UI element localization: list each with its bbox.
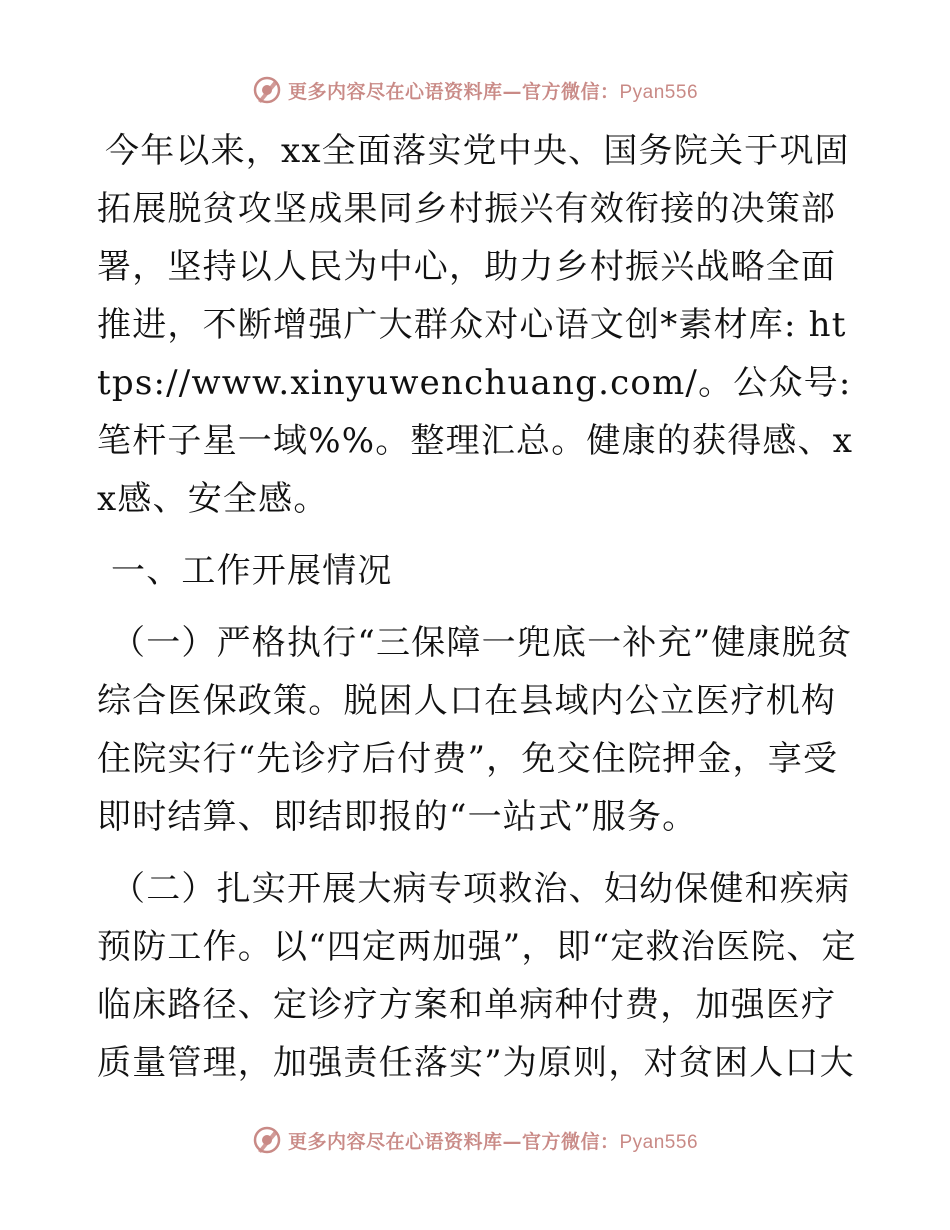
watermark-id: Pyan556 bbox=[619, 81, 699, 103]
watermark-text: 更多内容尽在心语资料库—官方微信：Pyan556 bbox=[287, 1130, 699, 1153]
watermark-group bbox=[252, 75, 698, 105]
watermark-group bbox=[252, 1125, 698, 1155]
footer-watermark bbox=[0, 1120, 950, 1160]
intro-paragraph: 今年以来，xx全面落实党中央、国务院关于巩固拓展脱贫攻坚成果同乡村振兴有效衔接的决策部署，坚持以人民为中心，助力乡村振兴战略全面推进，不断增强广大群众对心语文创*素材库: https://www.xinyuwenchuang.com/。公众号: 笔杆子星一域%%。整理汇总。健康的获得感、xx感、安全感。 bbox=[97, 131, 854, 519]
document-body bbox=[97, 122, 857, 1092]
watermark-id: Pyan556 bbox=[619, 1131, 699, 1153]
pen-logo-icon bbox=[252, 75, 282, 105]
header-watermark bbox=[0, 70, 950, 110]
watermark-text: 更多内容尽在心语资料库—官方微信：Pyan556 bbox=[287, 80, 699, 103]
item-paragraph-2: （二）扎实开展大病专项救治、妇幼保健和疾病预防工作。以“四定两加强”，即“定救治医院、定临床路径、定诊疗方案和单病种付费，加强医疗质量管理，加强责任落实”为原则，对贫困人口大 bbox=[97, 869, 857, 1083]
section-heading: 一、工作开展情况 bbox=[111, 551, 393, 591]
pen-logo-icon bbox=[252, 1125, 282, 1155]
item-paragraph-1: （一）严格执行“三保障一兜底一补充”健康脱贫综合医保政策。脱困人口在县域内公立医疗机构住院实行“先诊疗后付费”，免交住院押金，享受即时结算、即结即报的“一站式”服务。 bbox=[97, 623, 853, 837]
